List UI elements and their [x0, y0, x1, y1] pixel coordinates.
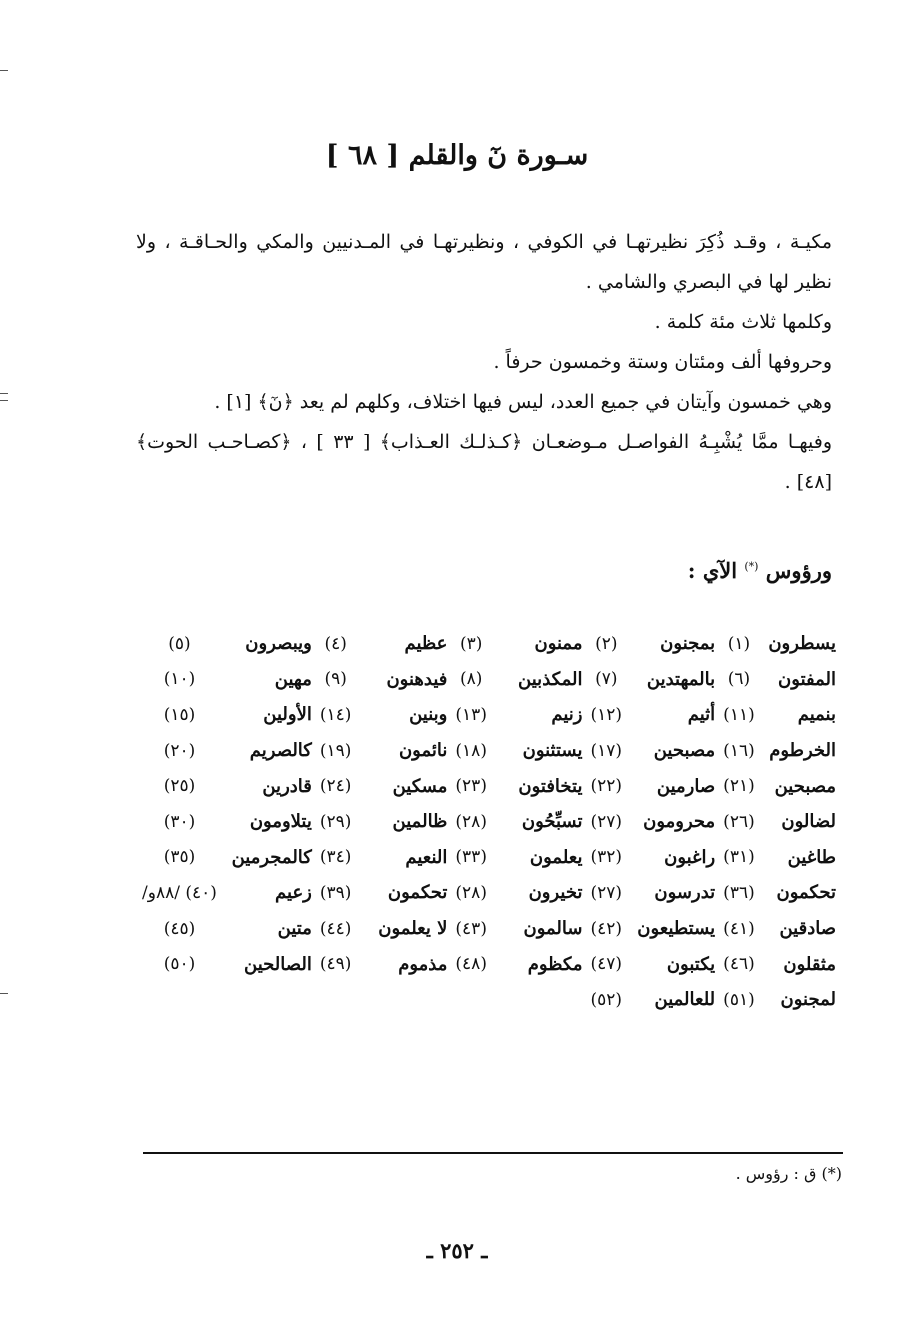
- margin-tick: [0, 993, 8, 994]
- verse-number: (٣٦): [723, 882, 755, 903]
- verse-word: مكظوم: [527, 953, 583, 975]
- verse-word: عظيم: [404, 633, 448, 655]
- verse-number: (٢٧): [590, 882, 623, 903]
- verse-word: يتلاومون: [249, 811, 312, 833]
- verse-number: (٢٩): [319, 811, 352, 832]
- footnote-divider: [143, 1152, 843, 1154]
- verse-number: [449, 982, 493, 1018]
- verse-word: متين: [277, 918, 312, 940]
- verse-word: [221, 982, 314, 1018]
- verse-word: محرومون: [643, 811, 716, 833]
- verse-word: لمجنون: [780, 989, 836, 1011]
- verse-word: يستطيعون: [637, 918, 716, 940]
- table-row: [138, 662, 838, 698]
- verse-number: (١٤): [319, 704, 352, 725]
- verse-number: (٥٠): [163, 954, 196, 975]
- verse-number: (١٧): [590, 740, 623, 761]
- verses-heading: [688, 558, 832, 583]
- verse-number: (١١): [723, 704, 755, 725]
- intro-paragraph: مكيـة ، وقـد ذُكِرَ نظيرتهـا في الكوفي ، ونظيرتهـا في المـدنيين والمكي والحـاقـة ، ولا نظير لها في البصري والشامي .: [136, 231, 832, 293]
- table-row: [138, 697, 838, 733]
- table-row: [138, 875, 838, 911]
- verse-word: الأولين: [263, 704, 312, 726]
- verse-word: لا يعلمون: [378, 918, 448, 940]
- verse-number: (٣٥): [163, 847, 196, 868]
- verse-word: بالمهتدين: [646, 668, 716, 690]
- verse-word: فيدهنون: [386, 668, 448, 690]
- footnote-marker: (*): [744, 560, 759, 573]
- table-row: [138, 804, 838, 840]
- verse-number: (٩): [324, 669, 347, 690]
- verse-word: أثيم: [687, 704, 716, 726]
- verses-heading-tail: الآي :: [687, 558, 738, 583]
- verse-number: (٤٥): [163, 918, 196, 939]
- table-row: [138, 768, 838, 804]
- verse-word: كالصريم: [249, 740, 312, 762]
- table-row: [138, 840, 838, 876]
- verse-word: النعيم: [405, 846, 448, 868]
- verse-word: لضالون: [781, 811, 836, 833]
- verse-word: للعالمين: [654, 989, 716, 1011]
- verse-number: (٦): [727, 669, 751, 690]
- verse-word: طاغين: [787, 846, 836, 868]
- verse-number: (٢٣): [455, 776, 487, 797]
- verse-word: تدرسون: [654, 882, 716, 904]
- verse-word: سالمون: [523, 918, 583, 940]
- verse-word: المفتون: [778, 668, 836, 690]
- intro-paragraph: وكلمها ثلاث مئة كلمة .: [654, 311, 832, 333]
- verse-number: (١٠): [163, 669, 196, 690]
- verse-number: (١٥): [163, 704, 196, 725]
- verse-number: (٢٨): [455, 811, 487, 832]
- verse-number: (٤٤): [319, 918, 352, 939]
- verse-number: (٤٣): [455, 918, 487, 939]
- verse-number: (١٩): [319, 740, 352, 761]
- footnote: (*) ق : رؤوس .: [735, 1164, 842, 1183]
- verse-word: يعلمون: [529, 846, 583, 868]
- verse-word: كالمجرمين: [231, 846, 312, 868]
- verse-word: يكتبون: [666, 953, 716, 975]
- verse-word: المكذبين: [518, 668, 583, 690]
- verse-word: يتخافتون: [518, 775, 583, 797]
- verse-word: زنيم: [551, 704, 583, 726]
- verse-number: (٢٧): [590, 811, 623, 832]
- verse-number: (٣): [459, 633, 483, 654]
- verse-word: [493, 982, 585, 1018]
- verse-word: مثقلون: [783, 953, 836, 975]
- intro-text: [136, 222, 832, 502]
- verse-word: زعيم: [275, 882, 312, 904]
- verse-number: (٣٢): [590, 847, 623, 868]
- verse-word: صادقين: [779, 918, 836, 940]
- verse-number: (٢٢): [590, 776, 623, 797]
- intro-paragraph: وهي خمسون وآيتان في جميع العدد، ليس فيها اختلاف، وكلهم لم يعد ﴿نٓ﴾ [١] .: [214, 391, 832, 413]
- verse-number: (٤٩): [319, 954, 352, 975]
- verse-number: (٢٥): [163, 776, 196, 797]
- verse-word: بمجنون: [660, 633, 716, 655]
- verse-number: (٥): [168, 633, 191, 654]
- verse-number: (٥٢): [590, 989, 623, 1010]
- verse-word: تخيرون: [528, 882, 583, 904]
- verse-word: قادرين: [262, 775, 312, 797]
- verse-word: صارمين: [656, 775, 716, 797]
- margin-tick: [0, 70, 8, 71]
- margin-tick: [0, 393, 8, 394]
- verse-word: وبنين: [409, 704, 448, 726]
- verse-number: (٤٧): [590, 954, 623, 975]
- verse-number: (٢٦): [723, 811, 755, 832]
- verse-word: ظالمين: [392, 811, 448, 833]
- intro-paragraph: وحروفها ألف ومئتان وستة وخمسون حرفاً .: [493, 351, 832, 373]
- verse-endings-table: [138, 626, 838, 1018]
- verse-number: (٢٨): [455, 882, 487, 903]
- verse-word: ممنون: [534, 633, 583, 655]
- verse-word: الخرطوم: [769, 740, 836, 762]
- verse-number: (٣٩): [319, 882, 352, 903]
- verse-number: (٤): [324, 633, 347, 654]
- verse-number: (٤٨): [455, 954, 487, 975]
- verse-number: (١٨): [455, 740, 487, 761]
- verse-word: نائمون: [398, 740, 448, 762]
- verse-word: مهين: [274, 668, 312, 690]
- verse-number: (٣٣): [455, 847, 487, 868]
- verse-number: [138, 982, 221, 1018]
- verse-number: (٤١): [723, 918, 755, 939]
- verse-number: (٣١): [723, 847, 755, 868]
- verse-word: ويبصرون: [245, 633, 312, 655]
- verse-word: يستثنون: [522, 740, 583, 762]
- page-number: ـ ٢٥٢ ـ: [426, 1238, 488, 1263]
- verse-number: (١٦): [723, 740, 755, 761]
- table-row: [138, 626, 838, 662]
- verse-number: [314, 982, 358, 1018]
- table-row: [138, 733, 838, 769]
- verse-word: مذموم: [398, 953, 448, 975]
- table-row: [138, 911, 838, 947]
- verse-number: (١): [727, 633, 751, 654]
- verse-number: (٤٠) /٨٨و/: [142, 882, 217, 903]
- verse-word: مصبحين: [653, 740, 716, 762]
- verse-word: بنميم: [797, 704, 836, 726]
- verse-number: (٢١): [723, 776, 755, 797]
- verse-number: (٢): [595, 633, 618, 654]
- verse-number: (٤٦): [723, 954, 755, 975]
- verses-heading-word: ورؤوس: [765, 558, 832, 583]
- verse-word: يسطرون: [768, 633, 836, 655]
- verse-word: مسكين: [392, 775, 448, 797]
- table-row: [138, 982, 838, 1018]
- verse-word: تحكمون: [776, 882, 836, 904]
- intro-paragraph: وفيهـا ممَّا يُشْبِـهُ الفواصـل مـوضعـان ﴿كـذلـك العـذاب﴾ [ ٣٣ ] ، ﴿كصـاحـب الحوت﴾ [٤٨] .: [136, 431, 832, 493]
- verse-number: (٨): [459, 669, 483, 690]
- page-title: سـورة نٓ والقلم [ ٦٨ ]: [325, 140, 589, 171]
- verse-word: تسبِّحُون: [521, 811, 583, 833]
- verse-number: (٥١): [723, 989, 755, 1010]
- margin-tick: [0, 400, 8, 401]
- verse-word: راغبون: [664, 846, 716, 868]
- verse-word: مصبحين: [774, 775, 836, 797]
- verse-word: تحكمون: [387, 882, 448, 904]
- verse-word: الصالحين: [244, 953, 312, 975]
- verse-number: (٢٤): [319, 776, 352, 797]
- table-row: [138, 946, 838, 982]
- verse-number: (٤٢): [590, 918, 623, 939]
- verse-word: [357, 982, 449, 1018]
- verse-number: (١٢): [590, 704, 623, 725]
- verse-number: (٣٠): [163, 811, 196, 832]
- verse-number: (٣٤): [319, 847, 352, 868]
- verse-number: (١٣): [455, 704, 487, 725]
- verse-number: (٧): [595, 669, 618, 690]
- verse-number: (٢٠): [163, 740, 196, 761]
